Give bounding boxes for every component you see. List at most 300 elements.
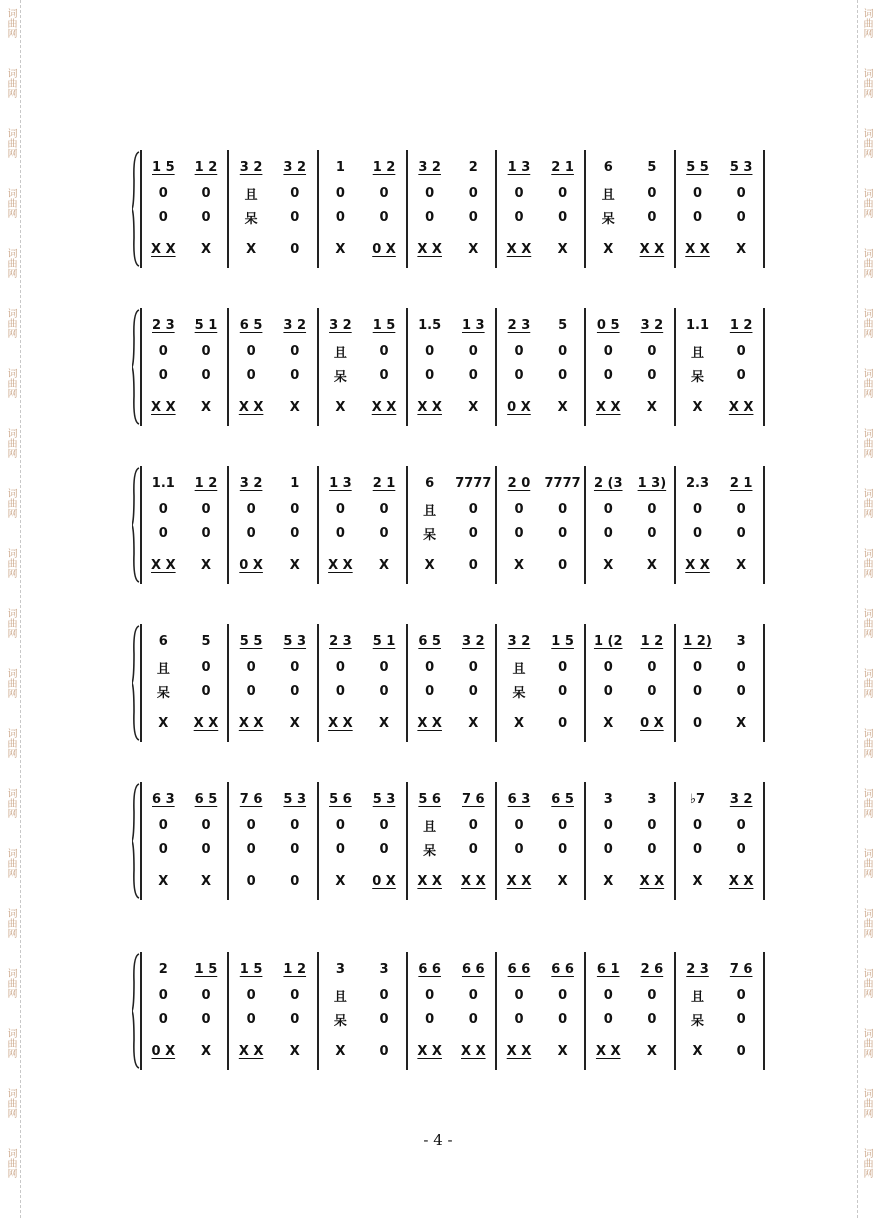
p1-note: 0 — [379, 987, 389, 1003]
measure — [676, 466, 765, 584]
perc-row — [142, 396, 227, 418]
melody-row — [676, 314, 763, 336]
p1-row — [408, 340, 495, 362]
melody-note: 6 5 — [418, 633, 441, 649]
measure — [497, 952, 586, 1070]
p2-note: 呆 — [423, 527, 437, 543]
perc-note: X X — [417, 399, 442, 415]
melody-note: 1 — [290, 475, 300, 491]
p1-note: 0 — [603, 501, 613, 517]
perc-note: X — [603, 557, 614, 573]
p1-row — [229, 340, 316, 362]
melody-note: 5 1 — [372, 633, 396, 649]
melody-note: 5 3 — [283, 633, 307, 649]
perc-note: X — [246, 241, 257, 257]
watermark-text: 词曲网 — [861, 1148, 872, 1178]
melody-note: 3 2 — [461, 633, 485, 649]
p2-note: 0 — [335, 683, 345, 699]
watermark-text: 词曲网 — [861, 908, 872, 938]
p1-note: 且 — [333, 989, 347, 1005]
melody-note: 1.1 — [151, 475, 175, 491]
p2-row — [229, 838, 316, 860]
measure — [586, 782, 675, 900]
p2-row — [408, 206, 495, 228]
perc-note: 0 — [379, 1043, 389, 1059]
melody-note: 7 6 — [729, 961, 753, 977]
melody-note: 3 2 — [239, 159, 263, 175]
melody-note: 3 2 — [640, 317, 664, 333]
perc-row — [229, 554, 316, 576]
p1-note: 0 — [558, 987, 568, 1003]
p1-note: 0 — [736, 817, 746, 833]
p1-row — [497, 814, 584, 836]
p2-row — [142, 680, 227, 702]
melody-note: 7 6 — [239, 791, 263, 807]
perc-note: X — [379, 715, 390, 731]
melody-row — [229, 630, 316, 652]
p1-row — [408, 182, 495, 204]
perc-note: X — [200, 557, 211, 573]
perc-note: X — [200, 1043, 211, 1059]
system-brace — [132, 150, 140, 268]
melody-note: 1 5 — [372, 317, 396, 333]
perc-row — [497, 1040, 584, 1062]
p2-row — [408, 838, 495, 860]
perc-note: X — [692, 873, 703, 889]
perc-note: X — [379, 557, 390, 573]
p2-note: 0 — [158, 525, 168, 541]
p2-row — [676, 364, 763, 386]
melody-note: 1 5 — [152, 159, 175, 175]
p2-row — [586, 838, 673, 860]
p1-note: 0 — [246, 343, 256, 359]
measure — [676, 308, 765, 426]
p1-row — [319, 340, 406, 362]
perc-row — [586, 396, 673, 418]
p2-note: 0 — [379, 525, 389, 541]
p2-note: 0 — [693, 683, 703, 699]
p2-row — [229, 364, 316, 386]
p2-note: 0 — [514, 209, 524, 225]
watermark-text: 词曲网 — [5, 8, 16, 38]
melody-row — [229, 788, 316, 810]
p1-row — [319, 814, 406, 836]
p1-row — [142, 814, 227, 836]
perc-note: 0 — [290, 241, 300, 257]
melody-row — [586, 472, 673, 494]
p1-note: 0 — [693, 659, 703, 675]
melody-note: 2 3 — [507, 317, 531, 333]
melody-row — [229, 314, 316, 336]
p1-row — [142, 984, 227, 1006]
p2-note: 0 — [693, 209, 703, 225]
p2-row — [676, 206, 763, 228]
p2-note: 0 — [558, 367, 568, 383]
score-system — [140, 782, 765, 900]
p2-note: 0 — [290, 841, 300, 857]
p1-note: 0 — [201, 343, 211, 359]
perc-note: X X — [417, 715, 442, 731]
perc-note: X X — [238, 1043, 264, 1059]
p2-note: 呆 — [512, 685, 526, 701]
melody-note: 1 2 — [194, 159, 218, 175]
watermark-text: 词曲网 — [5, 908, 16, 938]
perc-row — [229, 870, 316, 892]
measure — [497, 624, 586, 742]
melody-note: 5 3 — [729, 159, 753, 175]
watermark-text: 词曲网 — [861, 788, 872, 818]
watermark-text: 词曲网 — [861, 1028, 872, 1058]
p2-note: 0 — [201, 209, 211, 225]
perc-row — [497, 238, 584, 260]
p2-row — [408, 522, 495, 544]
p2-row — [676, 1008, 763, 1030]
perc-row — [142, 870, 227, 892]
melody-row — [319, 472, 406, 494]
watermark-text: 词曲网 — [861, 188, 872, 218]
p2-note: 0 — [736, 841, 746, 857]
p1-row — [408, 814, 495, 836]
perc-note: 0 — [290, 873, 300, 889]
melody-note: 5 3 — [283, 791, 307, 807]
perc-row — [586, 870, 673, 892]
watermark-text: 词曲网 — [861, 248, 872, 278]
watermark-text: 词曲网 — [5, 968, 16, 998]
melody-note: 1.1 — [686, 317, 710, 333]
watermark-text: 词曲网 — [5, 428, 16, 458]
melody-row — [319, 314, 406, 336]
perc-note: X — [200, 399, 211, 415]
perc-note: X — [646, 399, 657, 415]
p2-row — [319, 680, 406, 702]
melody-row — [408, 788, 495, 810]
p1-note: 0 — [693, 501, 703, 517]
p2-row — [497, 522, 584, 544]
p2-row — [319, 206, 406, 228]
p2-row — [497, 838, 584, 860]
p2-row — [586, 1008, 673, 1030]
p2-row — [142, 1008, 227, 1030]
measure — [497, 782, 586, 900]
melody-note: 6 5 — [239, 317, 263, 333]
perc-note: X — [692, 1043, 703, 1059]
p2-row — [142, 838, 227, 860]
p1-row — [229, 814, 316, 836]
perc-note: X — [736, 241, 747, 257]
perc-note: 0 X — [239, 557, 263, 573]
page-number: - 4 - — [423, 1131, 453, 1149]
p1-note: 0 — [246, 501, 256, 517]
p1-note: 0 — [290, 501, 300, 517]
p2-row — [676, 838, 763, 860]
p1-note: 0 — [335, 185, 345, 201]
p2-note: 0 — [468, 367, 478, 383]
melody-note: 5 6 — [329, 791, 352, 807]
watermark-text: 词曲网 — [5, 488, 16, 518]
melody-note: 2 6 — [640, 961, 664, 977]
perc-note: X — [603, 873, 614, 889]
perc-note: X — [468, 715, 479, 731]
perc-note: X X — [506, 241, 532, 257]
perc-row — [229, 712, 316, 734]
p1-note: 0 — [647, 659, 657, 675]
measure — [586, 952, 675, 1070]
p2-note: 呆 — [333, 369, 347, 385]
perc-row — [142, 1040, 227, 1062]
measure — [586, 308, 675, 426]
p1-note: 0 — [201, 987, 211, 1003]
perc-row — [319, 870, 406, 892]
p1-note: 0 — [158, 185, 168, 201]
perc-row — [229, 396, 316, 418]
measure — [140, 466, 229, 584]
p2-note: 0 — [201, 525, 211, 541]
perc-note: X X — [639, 873, 665, 889]
watermark-text: 词曲网 — [5, 548, 16, 578]
perc-row — [586, 238, 673, 260]
melody-note: 2 — [468, 159, 478, 175]
perc-row — [676, 870, 763, 892]
perc-note: X — [557, 1043, 568, 1059]
measure — [229, 150, 318, 268]
melody-row — [586, 314, 673, 336]
watermark-text: 词曲网 — [5, 248, 16, 278]
p2-note: 0 — [736, 683, 746, 699]
p1-note: 0 — [647, 501, 657, 517]
p2-note: 呆 — [423, 843, 437, 859]
p1-note: 0 — [603, 659, 613, 675]
p1-row — [676, 656, 763, 678]
watermark-text: 词曲网 — [5, 1028, 16, 1058]
melody-note: 6 6 — [418, 961, 441, 977]
watermark-text: 词曲网 — [861, 1088, 872, 1118]
p2-note: 0 — [379, 1011, 389, 1027]
melody-row — [676, 958, 763, 980]
measure — [408, 308, 497, 426]
p2-note: 0 — [558, 683, 568, 699]
watermark-text: 词曲网 — [861, 968, 872, 998]
p1-row — [319, 498, 406, 520]
perc-row — [497, 712, 584, 734]
melody-note: 6 3 — [507, 791, 531, 807]
p1-note: 0 — [335, 501, 345, 517]
p2-note: 呆 — [333, 1013, 347, 1029]
p1-note: 且 — [423, 503, 437, 519]
perc-note: X — [646, 557, 657, 573]
melody-note: 6 1 — [596, 961, 620, 977]
melody-row — [319, 958, 406, 980]
p2-note: 0 — [201, 683, 211, 699]
measure — [229, 308, 318, 426]
p2-note: 0 — [468, 525, 478, 541]
p2-note: 0 — [246, 1011, 256, 1027]
measure — [497, 308, 586, 426]
melody-note: 5 — [201, 633, 211, 649]
p1-note: 0 — [514, 987, 524, 1003]
perc-note: X — [513, 557, 524, 573]
perc-note: 0 — [558, 715, 568, 731]
p1-note: 0 — [736, 501, 746, 517]
p1-note: 0 — [201, 817, 211, 833]
perc-note: X — [158, 715, 169, 731]
score-system — [140, 150, 765, 268]
p2-row — [408, 680, 495, 702]
perc-note: X X — [685, 557, 710, 573]
measure — [140, 150, 229, 268]
p2-row — [319, 838, 406, 860]
melody-note: 1 3) — [637, 475, 667, 491]
melody-row — [676, 472, 763, 494]
perc-note: X X — [417, 1043, 442, 1059]
p1-note: 0 — [514, 501, 524, 517]
p1-note: 0 — [335, 817, 345, 833]
p1-note: 0 — [693, 185, 703, 201]
melody-note: 2 3 — [152, 317, 175, 333]
perc-note: X X — [417, 241, 442, 257]
melody-row — [142, 472, 227, 494]
perc-row — [676, 238, 763, 260]
p1-note: 0 — [603, 817, 613, 833]
p2-note: 0 — [379, 841, 389, 857]
melody-note: 5 1 — [194, 317, 218, 333]
melody-note: 7777 — [544, 475, 581, 491]
measure — [408, 624, 497, 742]
perc-note: X — [289, 399, 300, 415]
measure — [229, 782, 318, 900]
p1-note: 且 — [512, 661, 526, 677]
perc-row — [408, 1040, 495, 1062]
melody-note: 2 1 — [729, 475, 753, 491]
p2-note: 0 — [647, 367, 657, 383]
p2-note: 0 — [558, 525, 568, 541]
watermark-text: 词曲网 — [5, 728, 16, 758]
system-brace — [132, 782, 140, 900]
p2-note: 0 — [246, 367, 256, 383]
melody-row — [229, 472, 316, 494]
perc-note: 0 — [246, 873, 256, 889]
p2-note: 0 — [158, 209, 168, 225]
p2-row — [676, 522, 763, 544]
p2-note: 0 — [647, 209, 657, 225]
watermark-column-right — [856, 0, 876, 1218]
melody-row — [408, 314, 495, 336]
watermark-text: 词曲网 — [5, 188, 16, 218]
p2-row — [408, 1008, 495, 1030]
perc-row — [142, 712, 227, 734]
p2-note: 0 — [379, 209, 389, 225]
p1-note: 0 — [425, 185, 435, 201]
melody-note: 2 0 — [507, 475, 531, 491]
p2-note: 0 — [736, 525, 746, 541]
p1-row — [586, 340, 673, 362]
perc-row — [408, 238, 495, 260]
melody-note: 1 5 — [239, 961, 263, 977]
perc-note: X — [200, 241, 211, 257]
p2-note: 0 — [647, 525, 657, 541]
melody-note: 3 — [736, 633, 746, 649]
p1-note: 且 — [244, 187, 258, 203]
p2-note: 0 — [736, 209, 746, 225]
perc-note: 0 X — [640, 715, 664, 731]
measure — [586, 150, 675, 268]
melody-row — [319, 630, 406, 652]
p2-note: 0 — [158, 1011, 168, 1027]
p1-row — [319, 984, 406, 1006]
melody-row — [586, 630, 673, 652]
p1-row — [586, 182, 673, 204]
p2-row — [586, 364, 673, 386]
p2-row — [229, 680, 316, 702]
p2-note: 0 — [158, 841, 168, 857]
p2-row — [408, 364, 495, 386]
melody-row — [142, 156, 227, 178]
melody-row — [497, 788, 584, 810]
p2-note: 呆 — [601, 211, 615, 227]
measure — [676, 782, 765, 900]
p1-row — [676, 984, 763, 1006]
melody-note: ♭7 — [689, 791, 706, 807]
p1-row — [676, 182, 763, 204]
perc-row — [408, 712, 495, 734]
melody-note: 3 — [647, 791, 657, 807]
melody-note: 5 3 — [372, 791, 396, 807]
watermark-text: 词曲网 — [861, 128, 872, 158]
p2-note: 0 — [736, 1011, 746, 1027]
p2-note: 0 — [468, 1011, 478, 1027]
p2-note: 呆 — [691, 1013, 705, 1029]
p2-row — [142, 206, 227, 228]
p1-note: 0 — [558, 659, 568, 675]
melody-row — [142, 630, 227, 652]
p1-row — [408, 984, 495, 1006]
p1-note: 0 — [158, 817, 168, 833]
melody-note: 2 3 — [686, 961, 709, 977]
perc-note: X — [200, 873, 211, 889]
p1-note: 0 — [468, 987, 478, 1003]
p2-note: 0 — [558, 841, 568, 857]
p2-note: 0 — [647, 841, 657, 857]
p2-note: 0 — [201, 367, 211, 383]
perc-note: X X — [193, 715, 219, 731]
p2-note: 呆 — [691, 369, 705, 385]
melody-note: 1 2 — [194, 475, 218, 491]
perc-note: X X — [371, 399, 397, 415]
melody-note: 1 3 — [461, 317, 485, 333]
perc-note: X — [158, 873, 169, 889]
score-system — [140, 466, 765, 584]
p2-note: 0 — [468, 683, 478, 699]
melody-note: 3 — [379, 961, 389, 977]
p2-note: 0 — [290, 1011, 300, 1027]
melody-row — [229, 958, 316, 980]
perc-note: X X — [506, 873, 532, 889]
system-brace — [132, 308, 140, 426]
melody-note: 6 5 — [194, 791, 218, 807]
perc-note: X — [289, 715, 300, 731]
p1-row — [497, 182, 584, 204]
melody-note: 6 — [603, 159, 613, 175]
p2-note: 0 — [514, 1011, 524, 1027]
p2-note: 0 — [425, 209, 435, 225]
perc-row — [676, 712, 763, 734]
melody-note: 3 2 — [729, 791, 753, 807]
melody-note: 6 6 — [461, 961, 485, 977]
p1-note: 0 — [514, 817, 524, 833]
p1-note: 且 — [691, 345, 705, 361]
melody-note: 3 2 — [418, 159, 441, 175]
watermark-text: 词曲网 — [861, 848, 872, 878]
perc-note: X — [646, 1043, 657, 1059]
